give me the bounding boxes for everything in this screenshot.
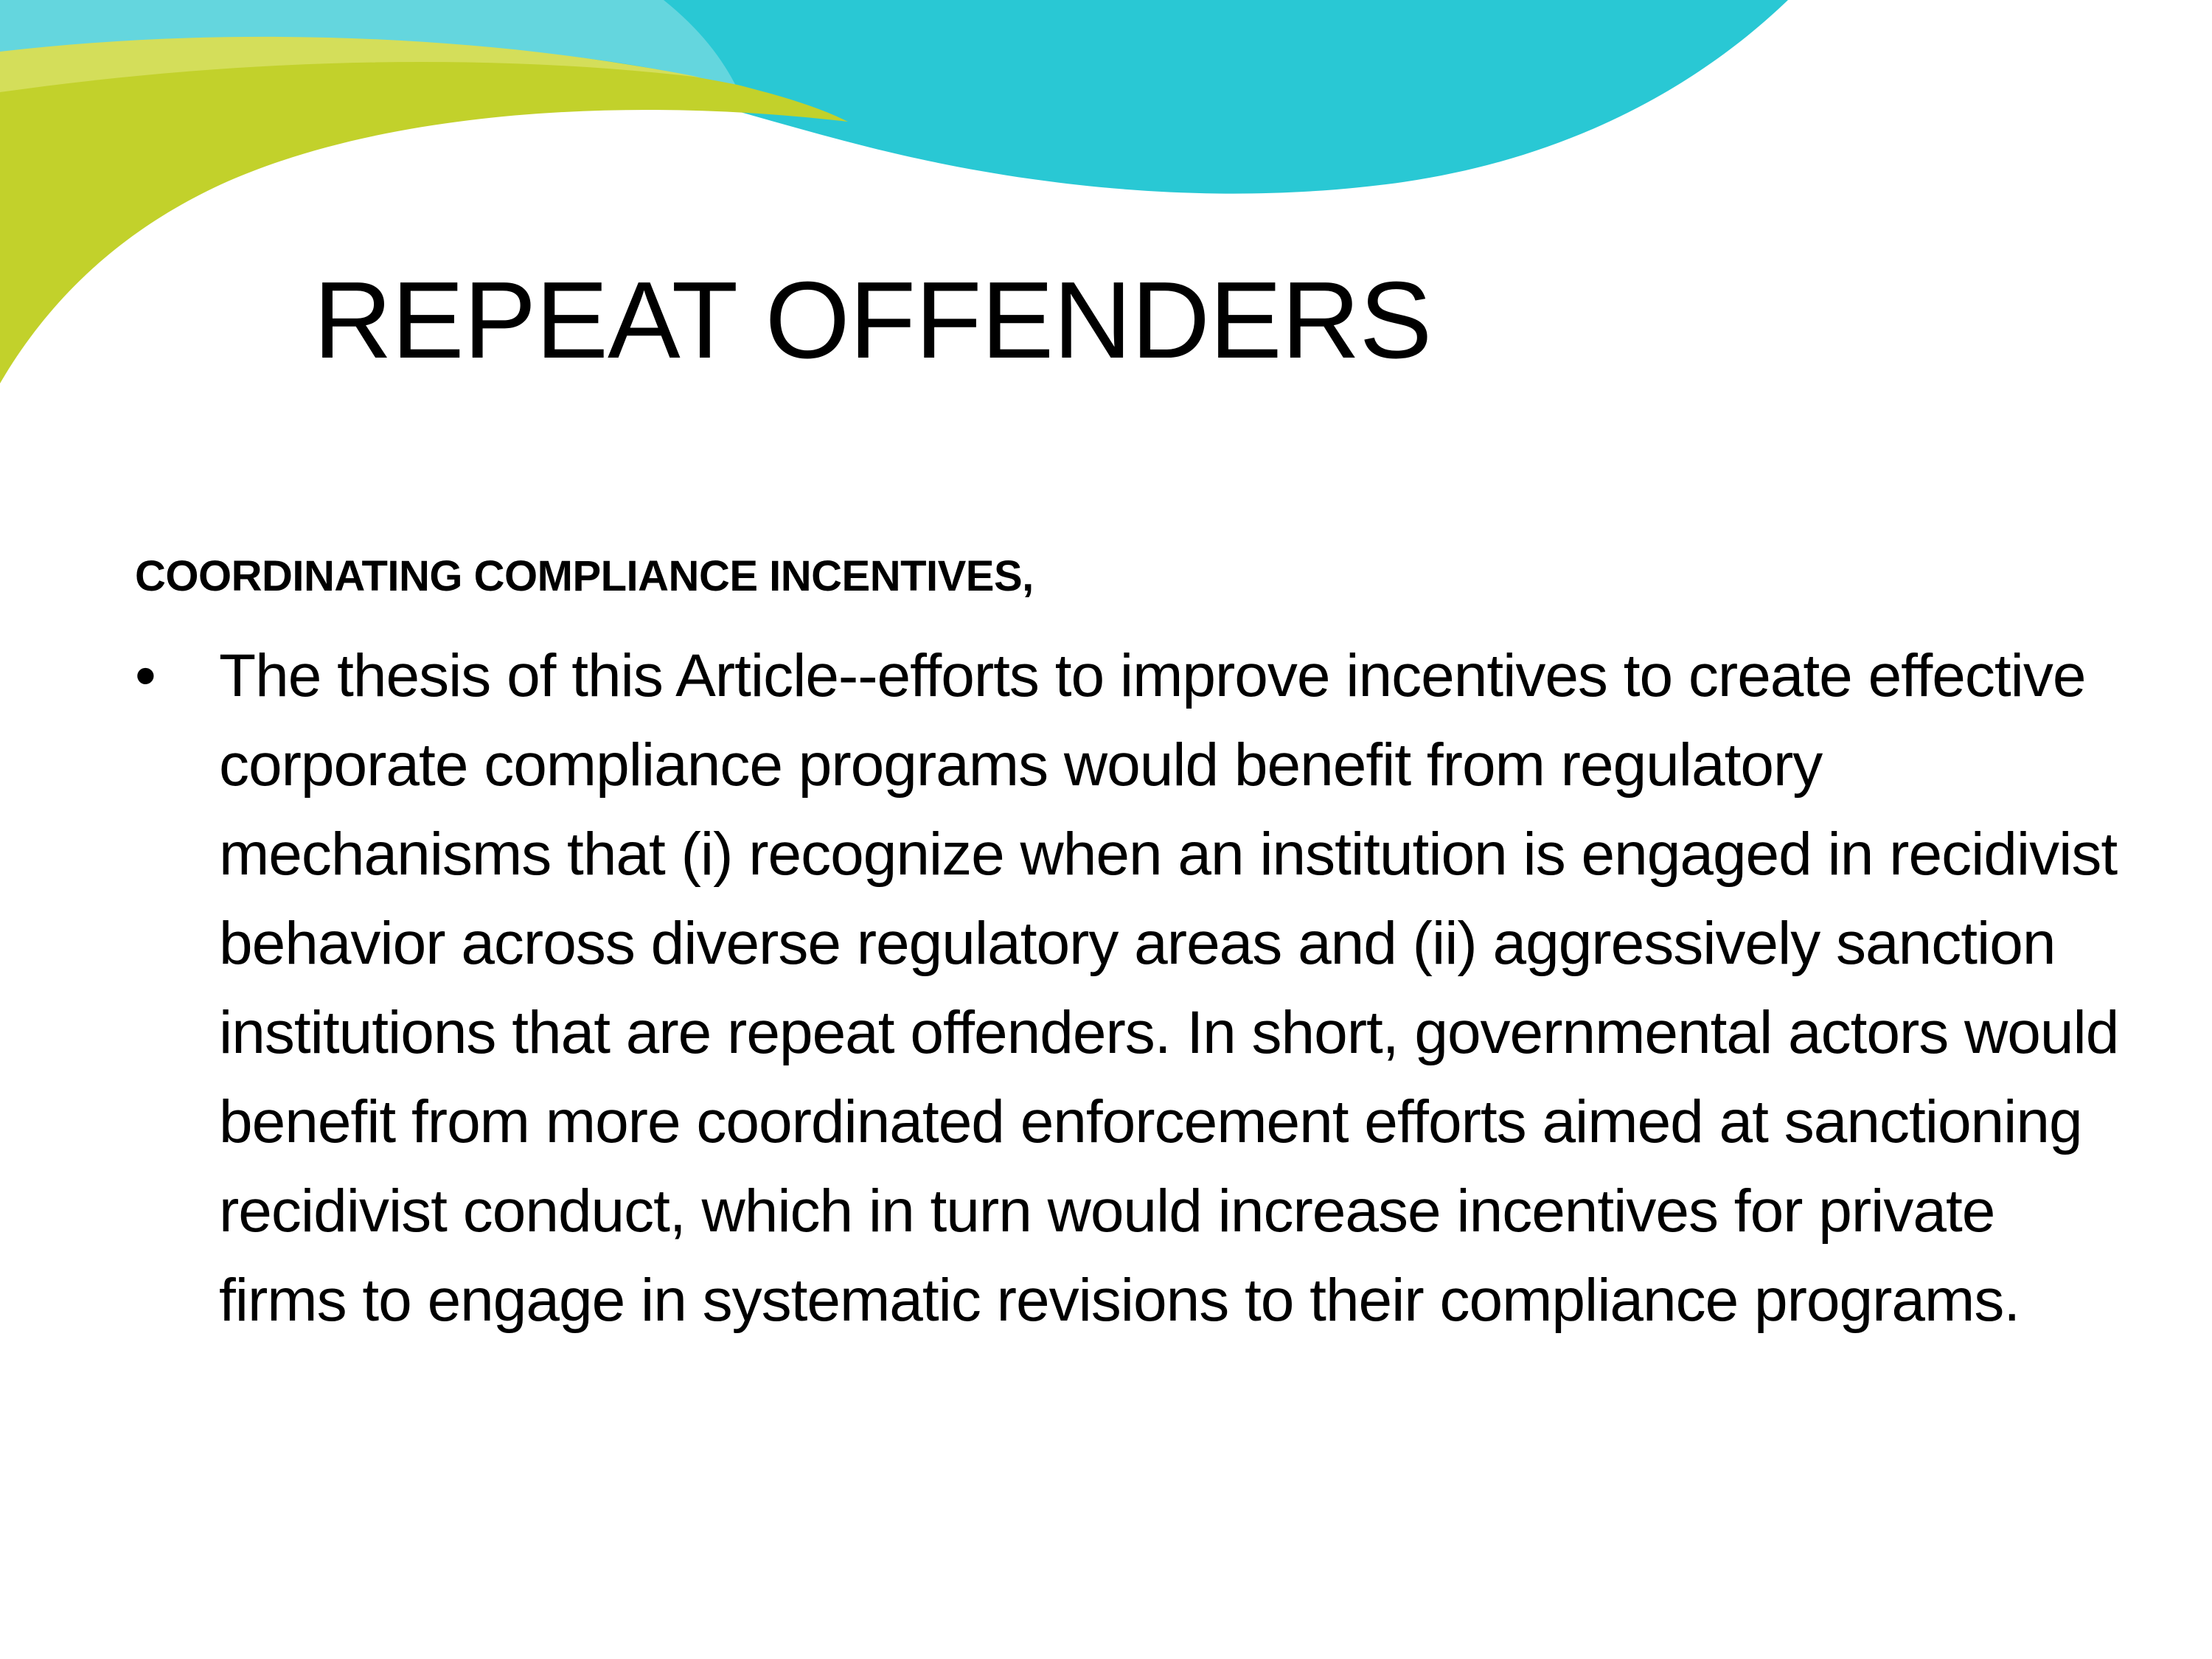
bullet-item bbox=[135, 631, 2126, 1345]
slide-title: REPEAT OFFENDERS bbox=[313, 260, 1432, 381]
bullet-list bbox=[135, 631, 2126, 1345]
section-heading: COORDINATING COMPLIANCE INCENTIVES, bbox=[135, 552, 1034, 600]
bullet-marker: • bbox=[135, 642, 156, 709]
bullet-text: The thesis of this Article--efforts to improve incentives to create effective corporate compliance programs would benefit from regulatory mechanisms that (i) recognize when an institution is engaged in recidivist behavior across diverse regulatory areas and (ii) aggressively sanction institutions that are repeat offenders. In short, governmental actors would benefit from more coordinated enforcement efforts aimed at sanctioning recidivist conduct, which in turn would increase incentives for private firms to engage in systematic revisions to their compliance programs. bbox=[219, 642, 2119, 1334]
